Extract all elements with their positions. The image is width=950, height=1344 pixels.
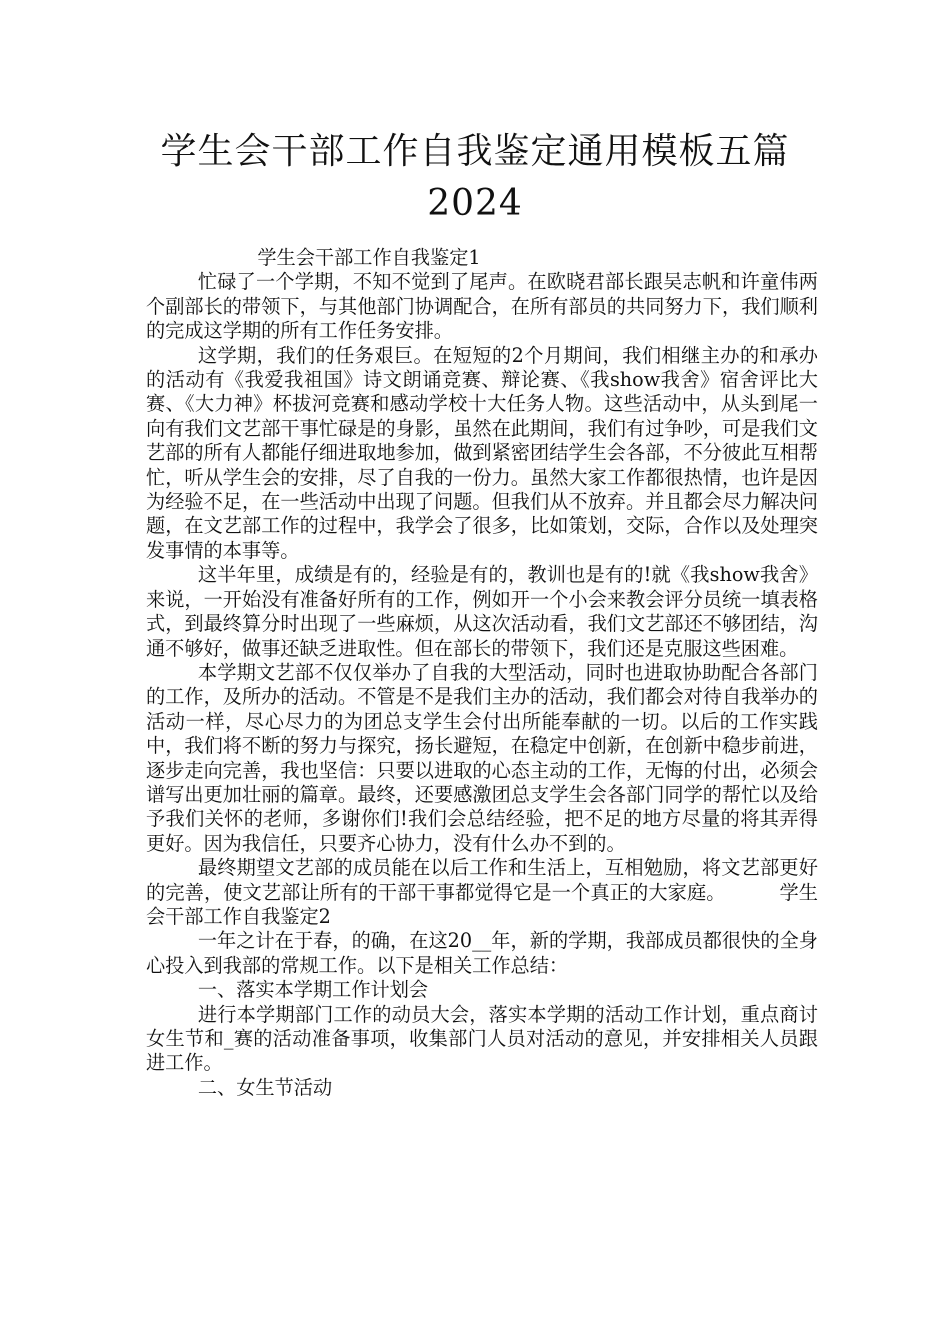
subheading: 二、女生节活动 [197, 1075, 333, 1099]
paragraph [146, 856, 818, 929]
paragraph: 这半年里，成绩是有的，经验是有的，教训也是有的!就《我show我舍》来说，一开始没有准备好所有的工作，例如开一个小会来教会评分员统一填表格式，到最终算分时出现了一些麻烦，从这次活动看，我们文艺部还不够团结，沟通不够好，做事还缺乏进取性。但在部长的带领下，我们还是克服这些困难。 [146, 563, 818, 660]
paragraph: 这学期，我们的任务艰巨。在短短的2个月期间，我们相继主办的和承办的活动有《我爱我祖国》诗文朗诵竞赛、辩论赛、《我show我舍》宿舍评比大赛、《大力神》杯拔河竞赛和感动学校十大任务人物。这些活动中，从头到尾一向有我们文艺部干事忙碌是的身影，虽然在此期间，我们有过争吵，可是我们文艺部的所有人都能仔细进取地参加，做到紧密团结学生会各部，不分彼此互相帮忙，听从学生会的安排，尽了自我的一份力。虽然大家工作都很热情，也许是因为经验不足，在一些活动中出现了问题。但我们从不放弃。并且都会尽力解决问题，在文艺部工作的过程中，我学会了很多，比如策划，交际，合作以及处理突发事情的本事等。 [146, 343, 818, 562]
section-heading-2: 学生会干部工作自我鉴定2 [146, 880, 818, 928]
document-title [0, 126, 950, 230]
paragraph: 一年之计在于春，的确，在这20__年，新的学期，我部成员都很快的全身心投入到我部的常规工作。以下是相关工作总结： [146, 929, 818, 977]
title-line-1: 学生会干部工作自我鉴定通用模板五篇 [160, 131, 790, 172]
paragraph: 忙碌了一个学期，不知不觉到了尾声。在欧晓君部长跟吴志帆和许童伟两个副部长的带领下，与其他部门协调配合，在所有部员的共同努力下，我们顺利的完成这学期的所有工作任务安排。 [146, 270, 818, 343]
section-heading-1: 学生会干部工作自我鉴定1 [257, 246, 481, 269]
paragraph: 本学期文艺部不仅仅举办了自我的大型活动，同时也进取协助配合各部门的工作，及所办的活动。不管是不是我们主办的活动，我们都会对待自我举办的活动一样，尽心尽力的为团总支学生会付出所能奉献的一切。以后的工作实践中，我们将不断的努力与探究，扬长避短，在稳定中创新，在创新中稳步前进，逐步走向完善，我也坚信：只要以进取的心态主动的工作，无悔的付出，必须会谱写出更加壮丽的篇章。最终，还要感激团总支学生会各部门同学的帮忙以及给予我们关怀的老师，多谢你们!我们会总结经验，把不足的地方尽量的将其弄得更好。因为我信任，只要齐心协力，没有什么办不到的。 [146, 660, 818, 855]
title-line-2: 2024 [427, 183, 523, 224]
subheading: 一、落实本学期工作计划会 [197, 978, 429, 1002]
paragraph: 进行本学期部门工作的动员大会，落实本学期的活动工作计划，重点商讨女生节和_赛的活动准备事项，收集部门人员对活动的意见，并安排相关人员跟进工作。 [146, 1002, 818, 1075]
paragraph-text: 最终期望文艺部的成员能在以后工作和生活上，互相勉励，将文艺部更好的完善，使文艺部让所有的干部干事都觉得它是一个真正的大家庭。 [146, 856, 818, 904]
document-body [146, 246, 818, 1100]
